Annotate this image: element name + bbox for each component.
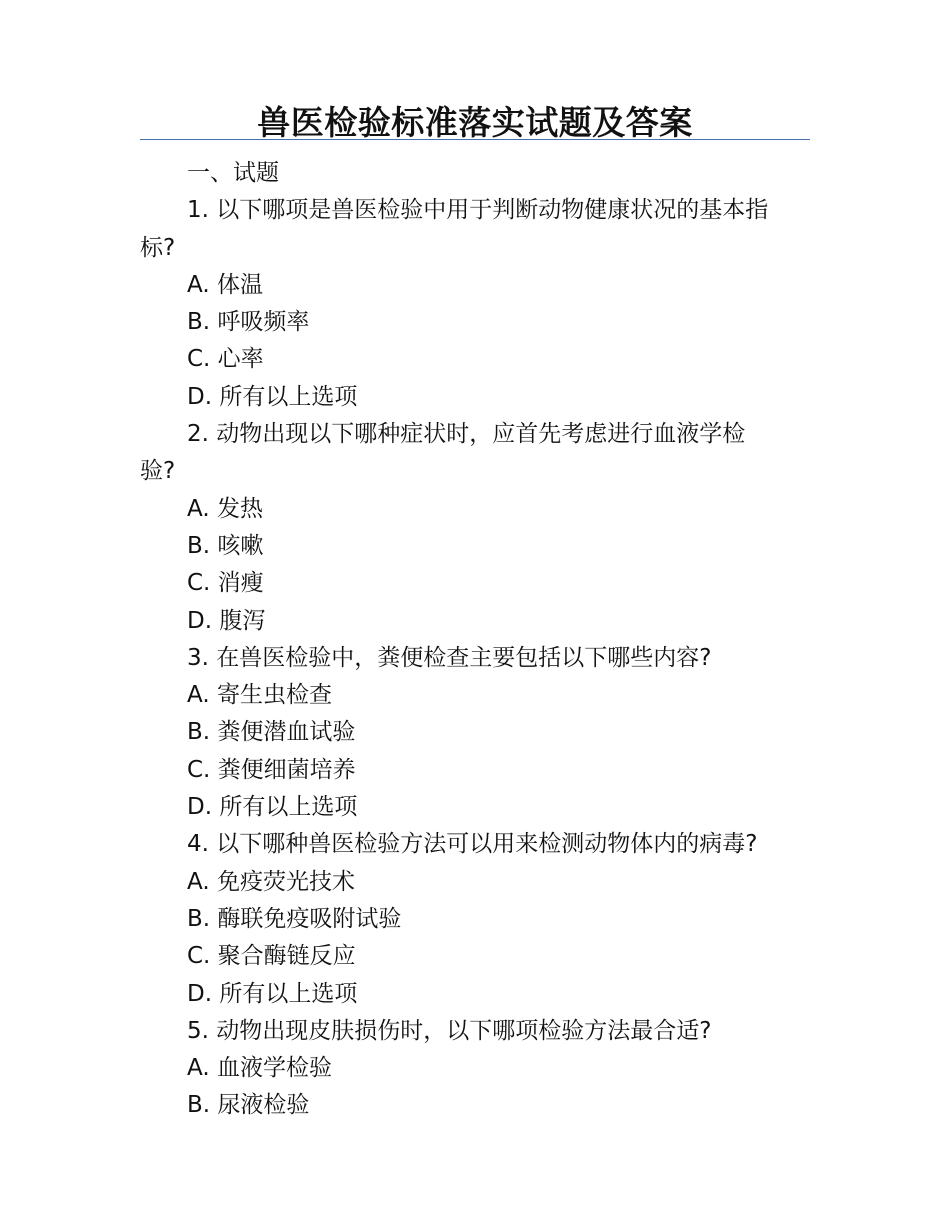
question-1 <box>140 192 812 416</box>
question-stem: 2. 动物出现以下哪种症状时，应首先考虑进行血液学检 <box>187 421 746 448</box>
section-heading: 一、试题 <box>187 160 279 186</box>
answer-option: B. 酶联免疫吸附试验 <box>187 905 402 932</box>
question-stem: 4. 以下哪种兽医检验方法可以用来检测动物体内的病毒? <box>187 831 758 858</box>
answer-option: A. 血液学检验 <box>187 1055 332 1082</box>
document-title: 兽医检验标准落实试题及答案 <box>257 103 693 142</box>
answer-option: D. 所有以上选项 <box>187 980 358 1007</box>
question-stem: 1. 以下哪项是兽医检验中用于判断动物健康状况的基本指 <box>187 197 769 224</box>
question-stem-continuation: 标? <box>140 234 176 261</box>
question-stem: 3. 在兽医检验中，粪便检查主要包括以下哪些内容? <box>187 644 712 671</box>
question-4 <box>140 826 812 1012</box>
question-stem-continuation: 验? <box>140 458 176 485</box>
answer-option: A. 发热 <box>187 495 263 522</box>
answer-option: B. 粪便潜血试验 <box>187 719 356 746</box>
question-3 <box>140 640 812 826</box>
answer-option: C. 粪便细菌培养 <box>187 756 356 783</box>
answer-option: A. 免疫荧光技术 <box>187 868 355 895</box>
answer-option: B. 咳嗽 <box>187 532 264 559</box>
answer-option: A. 体温 <box>187 271 263 298</box>
question-5 <box>140 1013 812 1125</box>
answer-option: C. 消瘦 <box>187 570 264 597</box>
answer-option: D. 所有以上选项 <box>187 383 358 410</box>
answer-option: B. 呼吸频率 <box>187 309 310 336</box>
question-stem: 5. 动物出现皮肤损伤时，以下哪项检验方法最合适? <box>187 1017 712 1044</box>
answer-option: B. 尿液检验 <box>187 1092 310 1119</box>
answer-option: D. 腹泻 <box>187 607 266 634</box>
answer-option: C. 心率 <box>187 346 264 373</box>
question-2 <box>140 416 812 640</box>
answer-option: A. 寄生虫检查 <box>187 682 332 709</box>
document-body <box>140 155 812 1125</box>
answer-option: D. 所有以上选项 <box>187 794 358 821</box>
title-underline <box>140 139 810 140</box>
answer-option: C. 聚合酶链反应 <box>187 943 356 970</box>
